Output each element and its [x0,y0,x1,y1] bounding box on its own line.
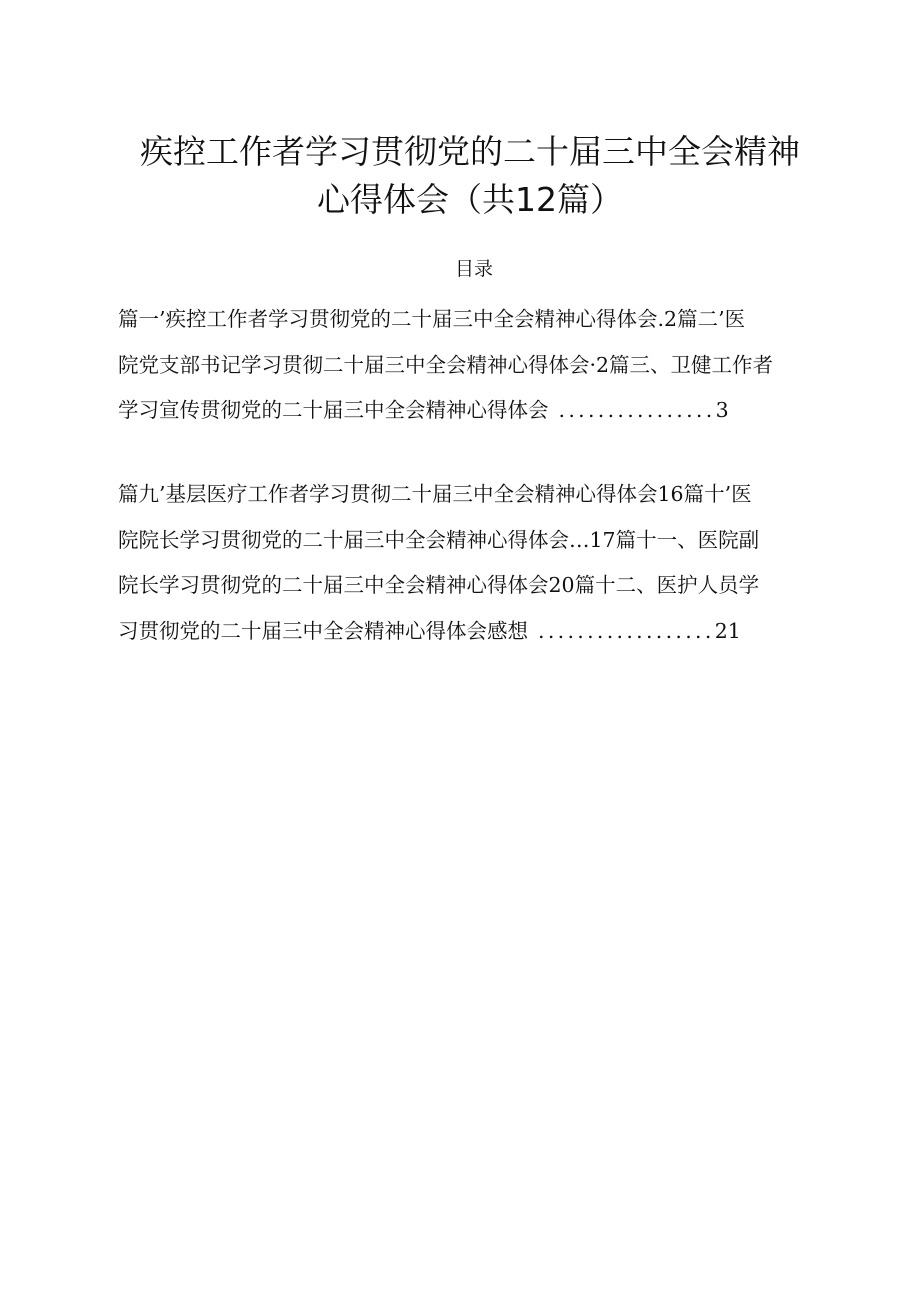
toc-line: 院长学习贯彻党的二十届三中全会精神心得体会20篇十二、医护人员学 [118,573,760,597]
toc-line-text: 习贯彻党的二十届三中全会精神心得体会感想 [118,618,528,643]
document-title-line-1: 疾控工作者学习贯彻党的二十届三中全会精神 [140,132,800,171]
toc-line-last [118,388,858,434]
toc-page-number: 3 [715,398,729,422]
toc-leader-dots: .................. [538,618,715,643]
toc-entry-group-2 [118,472,858,654]
toc-line-text: 学习宣传贯彻党的二十届三中全会精神心得体会 [118,398,549,422]
toc-heading: 目录 [454,258,493,280]
toc-line-last [118,609,858,655]
toc-line: 篇九’基层医疗工作者学习贯彻二十届三中全会精神心得体会16篇十’医 [118,482,752,506]
toc-leader-dots: ................ [558,398,716,422]
toc-line: 篇一’疾控工作者学习贯彻党的二十届三中全会精神心得体会.2篇二’医 [118,307,746,331]
toc-page-number: 21 [714,618,741,643]
toc-entry-group-1 [118,297,858,434]
toc-line: 院院长学习贯彻党的二十届三中全会精神心得体会…17篇十一、医院副 [118,527,760,552]
toc-line: 院党支部书记学习贯彻二十届三中全会精神心得体会·2篇三、卫健工作者 [118,352,774,377]
document-title-line-2: 心得体会（共12篇） [317,180,623,219]
